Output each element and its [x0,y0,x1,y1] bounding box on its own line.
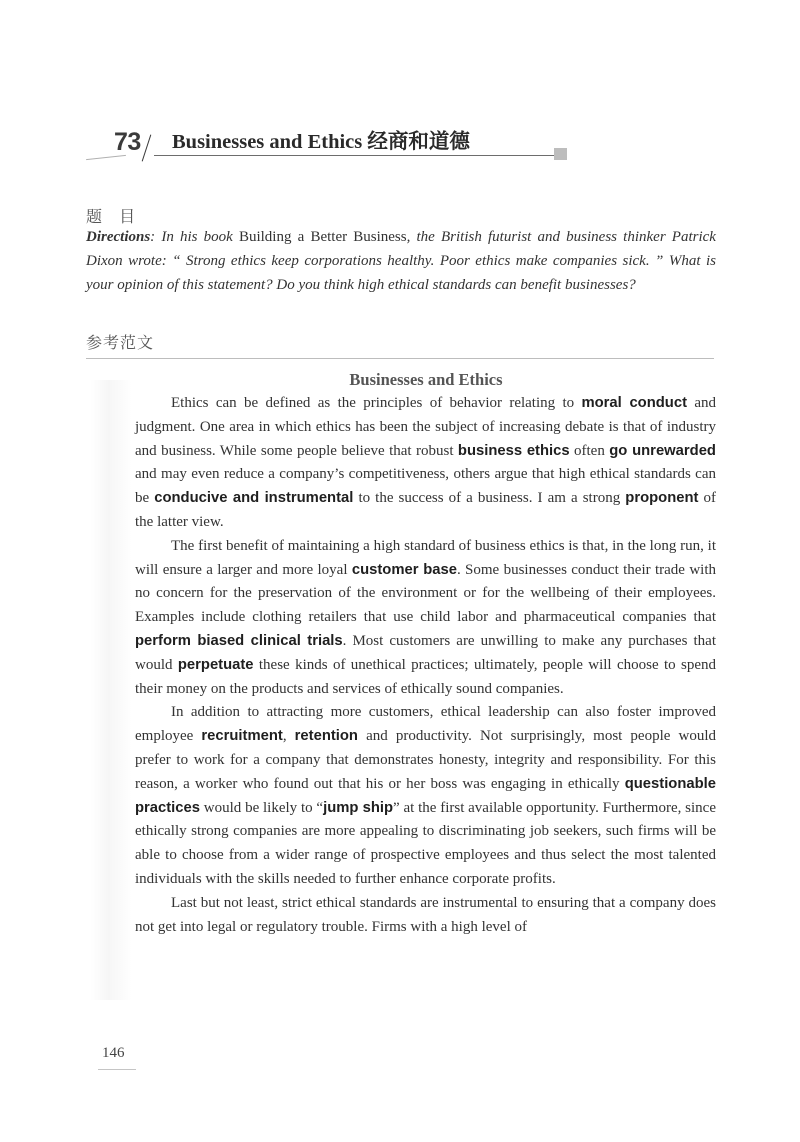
key-term: proponent [625,490,699,507]
directions-lead: Directions [86,229,151,245]
essay-title: Businesses and Ethics [349,370,503,389]
reference-label: 参考范文 [86,333,155,352]
page-number: 146 [102,1045,125,1061]
text-run: these kinds of unethical practices; ultimately, people will choose to spend their money on the products and services of ethically sound companies. [135,656,717,697]
directions-part1: In his book [161,229,239,245]
key-term: perform biased clinical trials [135,632,343,649]
key-term: jump ship [323,799,394,816]
chapter-slash [142,135,152,162]
key-term: moral conduct [581,395,687,411]
text-run: Ethics can be defined as the principles of behavior relating to [171,395,582,411]
essay-body [135,392,716,939]
essay-paragraph-3 [135,701,716,891]
text-run: often [569,442,610,459]
key-term: business ethics [457,442,570,459]
text-run: In addition to attracting more customers, ethical leadership can also foster improved employee [135,704,716,745]
binding-shadow [90,380,132,1000]
text-run: Last but not least, strict ethical standards are instrumental to ensuring that a company does not get into legal or regulatory trouble. Firms with a high level of [135,894,716,935]
text-run: and productivity. Not surprisingly, most people would prefer to work for a company that demonstrates honesty, integrity and responsibility. For this reason, a worker who found out that his or her boss was engaging in ethically [135,728,717,792]
key-term: customer base [351,561,457,578]
key-term: conducive and instrumental [154,490,354,507]
text-run: to the success of a business. I am a strong [353,490,626,507]
chapter-rule-end-block [554,148,567,160]
directions-book-title: Building a Better Business [238,229,407,245]
chapter-number: 73 [114,128,141,156]
text-run: would be likely to “ [199,799,324,816]
text-run: and judgment. One area in which ethics has been the subject of increasing debate is that of industry and business. While some people believe that robust [135,395,716,459]
essay-paragraph-4 [135,892,716,940]
text-run: and may even reduce a company’s competitiveness, others argue that high ethical standards can be [135,466,716,507]
directions-text [86,226,716,297]
essay-paragraph-2 [135,535,716,702]
key-term: perpetuate [177,656,254,673]
directions-part2: , the British futurist and business thinker Patrick Dixon wrote: “ Strong ethics keep corporations healthy. Poor ethics make companies sick. ” What is your opinion of this statement? Do you think high ethical standards can benefit businesses? [86,229,716,293]
chapter-title: Businesses and Ethics 经商和道德 [172,131,470,153]
chapter-header [84,122,570,182]
text-run: , [282,728,295,745]
key-term: recruitment [201,728,283,745]
topic-label: 题 目 [86,207,142,226]
key-term: retention [294,728,358,745]
text-run: . Some businesses conduct their trade with no concern for the preservation of the environment or for the wellbeing of their employees. Examples include clothing retailers that use child labor and pharmaceutical companies that [135,561,716,626]
essay-paragraph-1 [135,392,716,535]
key-term: questionable practices [135,775,716,816]
section-rule [86,358,714,359]
text-run: ” at the first available opportunity. Furthermore, since ethically strong companies are more appealing to discriminating job seekers, such firms will be able to choose from a wider range of prospective employees and thus select the most talented individuals with the skills needed to further enhance corporate profits. [135,799,716,887]
text-run: of the latter view. [135,490,716,530]
page-number-rule [98,1069,136,1070]
chapter-rule [154,155,558,156]
text-run: The first benefit of maintaining a high standard of business ethics is that, in the long run, it will ensure a larger and more loyal [135,537,716,578]
directions-colon: : [150,229,162,245]
text-run: . Most customers are unwilling to make any purchases that would [135,632,717,673]
key-term: go unrewarded [609,442,716,459]
